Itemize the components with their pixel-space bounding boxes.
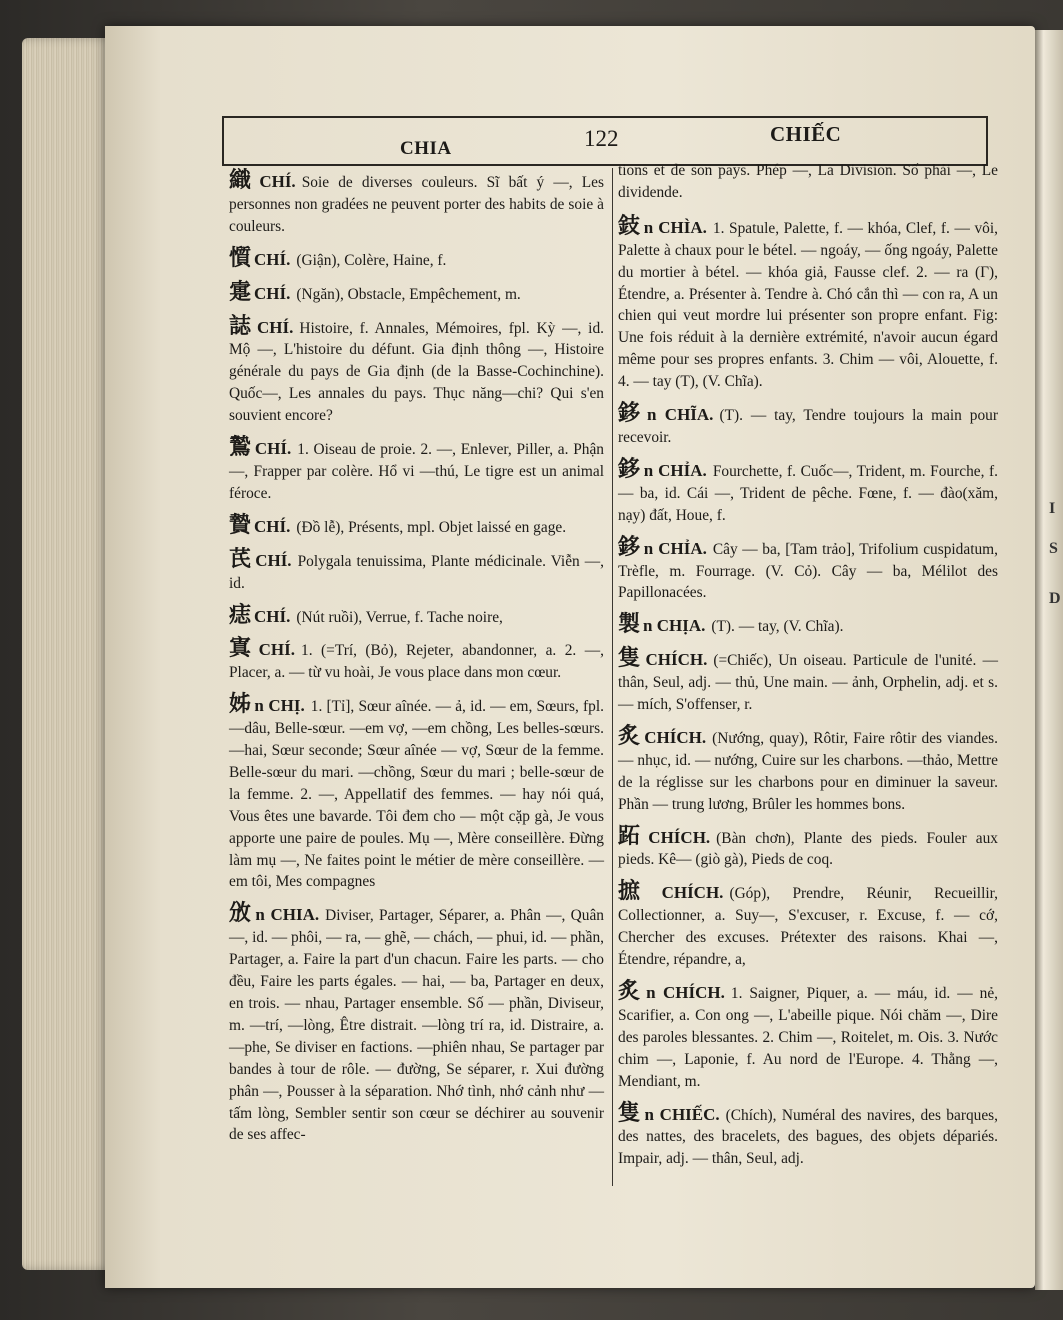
entry-definition: (Nướng, quay), Rôtir, Faire rôtir des viandes. — nhục, id. — nướng, Cuire sur les charbons. —thảo, Mettre de la réglisse sur les charbons pour en diminuer la saveur. Phần — trung lương, Brûler les hommes bons. — [618, 729, 998, 813]
page-number: 122 — [584, 126, 619, 151]
page-stack-edges — [22, 38, 117, 1270]
chinese-character: 懫 — [229, 245, 252, 271]
chinese-character: 攽 — [229, 901, 253, 927]
chinese-character: 織 — [229, 168, 257, 193]
dictionary-entry — [229, 903, 604, 1146]
entry-definition: (Nút ruồi), Verrue, f. Tache noire, — [296, 608, 503, 626]
chinese-character: 疐 — [229, 279, 252, 305]
chinese-character: 姊 — [229, 692, 252, 718]
dictionary-entry — [618, 823, 998, 872]
right-column — [618, 160, 998, 1180]
dictionary-entry — [618, 1100, 998, 1171]
chinese-character: 摭 — [618, 879, 659, 905]
entry-definition: Polygala tenuissima, Plante médicinale. Viễn —, id. — [229, 552, 604, 592]
entry-definition: (T). — tay, Tendre toujours la main pour recevoir. — [618, 407, 998, 446]
dictionary-entry — [229, 245, 604, 272]
entry-headword: CHÍCH. — [645, 650, 708, 670]
dictionary-entry — [618, 213, 998, 393]
entry-definition: Diviser, Partager, Séparer, a. Phân —, Quân —, id. — phôi, — ra, — ghẽ, — chách, — phui, id. — phần, Partager, a. Faire la part d'un chacun. Faire les parts. — cho đều, Faire les parts égales. — hai, — ba, Partager en deux, en trois. — nhau, Partager ensemble. Số — phần, Diviseur, m. —trí, —lòng, Être distrait. —lòng trí ra, id. Distraire, a. —phe, Se diviser en factions. —phiên nhau, Se partager par bandes à tour de rôle. — đường, Se séparer, r. Xui đường phân —, Pousser à la séparation. Nhớ tình, nhớ cảnh như —tấm lòng, Sembler sentir son cœur se déchirer au souvenir de ses affec- — [229, 907, 604, 1144]
left-column — [229, 170, 604, 1156]
entry-headword: CHÍ. — [254, 283, 291, 303]
entry-definition: (Giận), Colère, Haine, f. — [296, 251, 447, 269]
entry-definition: (Đồ lễ), Présents, mpl. Objet laissé en gage. — [296, 518, 567, 536]
edge-mark: S — [1049, 540, 1058, 557]
entry-headword: CHÍ. — [254, 516, 291, 536]
chinese-character: 鉹 — [618, 456, 641, 482]
entry-definition: 1. Oiseau de proie. 2. —, Enlever, Piller, a. Phận —, Frapper par colère. Hổ vi —thú, Le tigre est un animal féroce. — [229, 441, 604, 502]
entry-headword: CHÍ. — [259, 172, 296, 191]
dictionary-entry — [618, 881, 998, 971]
entry-definition: tions et de son pays. Phép —, La Division. Số phải —, Le dividende. — [618, 162, 998, 201]
entry-headword: n CHỈA. — [643, 538, 707, 558]
dictionary-entry — [618, 456, 998, 527]
dictionary-entry — [618, 981, 998, 1093]
chinese-character: 炙 — [618, 979, 644, 1004]
entry-headword: CHÍ. — [258, 640, 296, 660]
entry-definition: (Chích), Numéral des navires, des barques, des nattes, des bracelets, des bagues, des objets dépariés. Impair, adj. — thân, Seul, adj. — [618, 1106, 998, 1168]
entry-headword: CHÍ. — [254, 606, 291, 626]
chinese-character: 跖 — [618, 823, 646, 849]
entry-headword: n CHỊA. — [643, 616, 706, 636]
entry-definition: 1. (=Trí, (Bỏ), Rejeter, abandonner, a. 2. —, Placer, a. — từ vu hoài, Je vous place dans mon cœur. — [229, 642, 604, 682]
entry-headword: CHÍ. — [254, 439, 292, 459]
entry-definition: Histoire, f. Annales, Mémoires, fpl. Kỳ —, id. Mộ —, L'histoire du défunt. Gia định thông —, Histoire générale du pays de Gia định (de la Basse-Cochinchine). Quốc—, Les annales du pays. Thục năng—chi? Qui s'en souvient encore? — [229, 319, 604, 425]
facing-page-edge — [1035, 30, 1063, 1290]
entry-headword: n CHĨA. — [647, 405, 714, 425]
running-header — [222, 116, 988, 166]
entry-definition: 1. Spatule, Palette, f. — khóa, Clef, f. — vôi, Palette à chaux pour le bétel. — ngoáy, — ống ngoáy, Palette du mortier à bétel. — khóa giả, Fausse clef. 2. — ra (Γ), Étendre, a. Présenter à. Tendre à. Chó cắn thì — con ra, A un chien qui veut mordre lui présenter son propre enfant. Fig: Une fois réduit à la dernière extrémité, n'avoir aucun égard même pour ses propres enfants. 3. Chim — vôi, Alouette, f. 4. — tay (T), (V. Chĩa). — [618, 219, 998, 391]
entry-headword: n CHỊ. — [254, 696, 305, 716]
chinese-character: 炙 — [618, 723, 642, 749]
dictionary-entry — [229, 512, 604, 539]
entry-definition: Cây — ba, [Tam trảo], Trifolium cuspidatum, Trèfle, m. Fourrage. (V. Cỏ). Cây — ba, Mélilot des Papillonacées. — [618, 540, 998, 602]
entry-definition: (Bàn chơn), Plante des pieds. Fouler aux pieds. Kê— (giò gà), Pieds de coq. — [618, 829, 998, 869]
dictionary-entry — [618, 614, 998, 638]
dictionary-entry — [229, 602, 604, 629]
entry-headword: n CHIA. — [255, 905, 320, 925]
chinese-character: 芪 — [229, 546, 253, 572]
entry-headword: n CHÍCH. — [646, 983, 725, 1002]
entry-definition: (=Chiếc), Un oiseau. Particule de l'unité. — thân, Seul, adj. — thủ, Une main. — ảnh, Orphelin, adj. et s. — mích, S'offenser, r. — [618, 652, 998, 714]
chinese-character: 痣 — [229, 602, 252, 628]
dictionary-entry — [229, 313, 604, 428]
entry-headword: CHÍCH. — [648, 827, 711, 847]
dictionary-entry — [618, 648, 998, 716]
edge-mark: I — [1049, 500, 1056, 517]
dictionary-entry — [229, 694, 604, 893]
dictionary-entry — [229, 279, 604, 306]
entry-definition: (T). — tay, (V. Chĩa). — [711, 618, 844, 636]
chinese-character: 鷙 — [229, 435, 252, 461]
entry-definition: (Ngăn), Obstacle, Empêchement, m. — [296, 285, 521, 303]
entry-headword: CHÍ. — [256, 317, 294, 337]
entry-headword: n CHÌA. — [643, 217, 707, 237]
column-divider — [612, 168, 613, 1186]
chinese-character: 鉹 — [618, 401, 645, 427]
chinese-character: 贄 — [229, 512, 252, 538]
chinese-character: 隻 — [618, 646, 643, 672]
dictionary-entry — [618, 534, 998, 605]
dictionary-entry — [229, 546, 604, 595]
entry-headword: CHÍ. — [254, 249, 291, 269]
entry-definition: (Góp), Prendre, Réunir, Recueillir, Collectionner, a. Suy—, S'excuser, r. Excuse, f. — cớ, Chercher des excuses. Prétexter des raisons. Khai —, Étendre, répandre, a, — [618, 885, 998, 969]
chinese-character: 寘 — [229, 636, 256, 662]
chinese-character: 隻 — [618, 1100, 642, 1126]
entry-headword: n CHỈA. — [643, 460, 707, 480]
entry-headword: CHÍCH. — [661, 883, 724, 903]
edge-mark: D — [1049, 590, 1061, 607]
entry-definition: Fourchette, f. Cuốc—, Trident, m. Fourche, f. — ba, id. Cái —, Trident de pêche. Fœne, f. — đào(xăm, nạy) đất, Houe, f. — [618, 462, 998, 524]
dictionary-entry — [618, 723, 998, 816]
dictionary-entry — [229, 437, 604, 505]
chinese-character: 鉹 — [618, 534, 641, 560]
dictionary-entry — [618, 160, 998, 204]
chinese-character: 誌 — [229, 313, 254, 339]
chinese-character: 製 — [618, 612, 641, 638]
entry-definition: Soie de diverses couleurs. Sĩ bất ý —, Les personnes non gradées ne peuvent porter des habits de soie à couleurs. — [229, 174, 604, 235]
dictionary-entry — [618, 403, 998, 449]
entry-headword: n CHIẾC. — [644, 1104, 720, 1124]
dictionary-entry — [229, 638, 604, 684]
dictionary-entry — [229, 170, 604, 238]
entry-headword: CHÍ. — [255, 550, 292, 570]
entry-definition: 1. [Tỉ], Sœur aînée. — ả, id. — em, Sœurs, fpl. —dâu, Belle-sœur. —em vợ, —em chồng, Les belles-sœurs. —hai, Sœur seconde; Sœur aînée — vợ, Sœur de la femme. Belle-sœur du mari. —chồng, Sœur du mari ; belle-sœur de la femme. 2. —, Appellatif des femmes. — hay nói quá, Vous êtes une bavarde. Tôi đem cho — một cặp gà, Je vous apporte une paire de poules. Mụ —, Mère conseillère. Đừng làm mụ —, Ne faites point le métier de mère conseillère. — em tôi, Mes compagnes — [229, 698, 604, 891]
header-left-word: CHIA — [400, 138, 452, 159]
entry-headword: CHÍCH. — [644, 727, 707, 747]
header-right-word: CHIẾC — [770, 122, 842, 146]
entry-definition: 1. Saigner, Piquer, a. — máu, id. — nẻ, Scarifier, a. Con ong —, L'abeille pique. Nói chăm —, Dire des paroles blessantes. 2. Chim —, Roitelet, m. Ois. 3. Nước chim —, Laponie, f. Au nord de l'Europe. 4. Thằng —, Mendiant, m. — [618, 985, 998, 1090]
chinese-character: 鈘 — [618, 213, 641, 239]
